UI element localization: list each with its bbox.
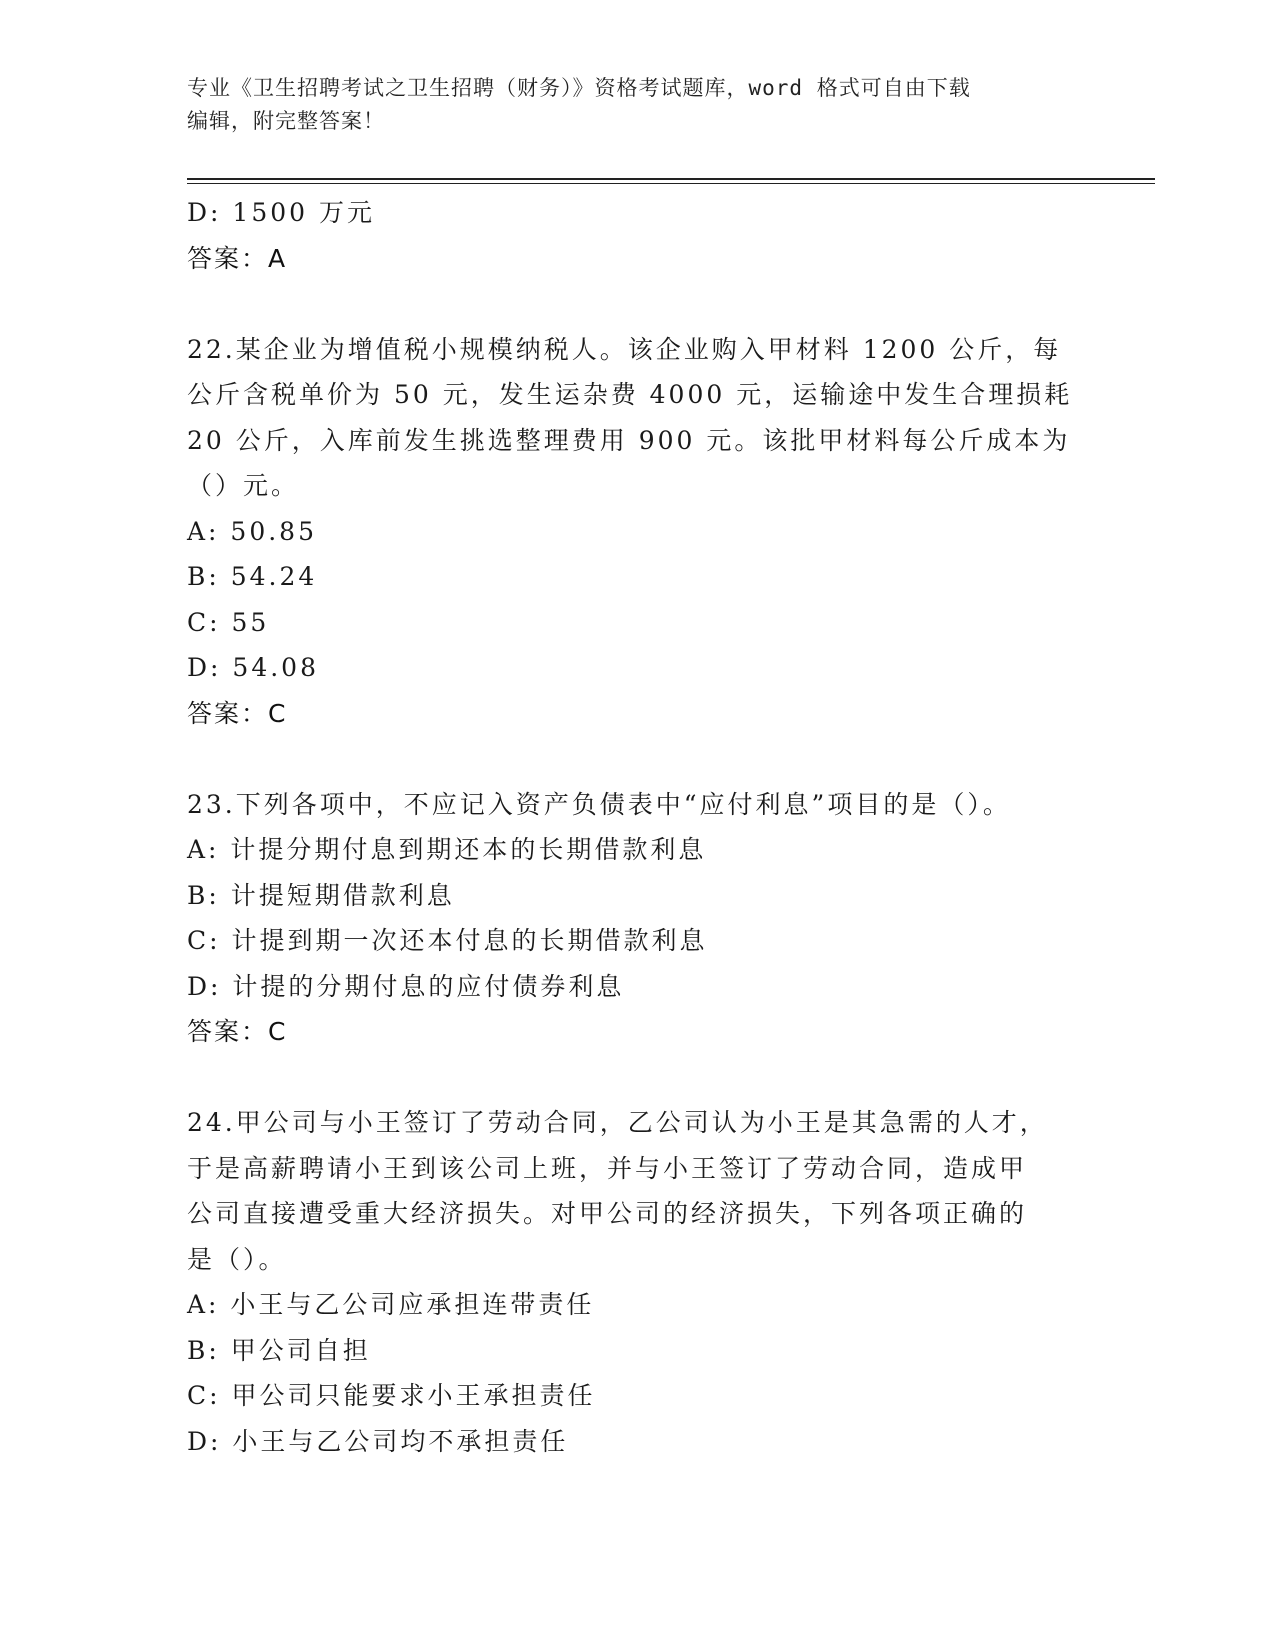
option-c: C: 甲公司只能要求小王承担责任 <box>187 1381 596 1410</box>
question-stem-line: 22.某企业为增值税小规模纳税人。该企业购入甲材料 1200 公斤，每 <box>187 334 1062 364</box>
document-body <box>187 190 1073 1464</box>
question-24 <box>187 1100 1067 1464</box>
answer-line: 答案：C <box>187 698 288 728</box>
question-stem-line: 于是高薪聘请小王到该公司上班，并与小王签订了劳动合同，造成甲 <box>187 1153 1028 1183</box>
question-stem-line: 公司直接遭受重大经济损失。对甲公司的经济损失，下列各项正确的 <box>187 1199 1028 1228</box>
header-line-1: 专业《卫生招聘考试之卫生招聘（财务）》资格考试题库，word 格式可自由下载 <box>187 76 971 100</box>
option-c: C: 计提到期一次还本付息的长期借款利息 <box>187 926 708 955</box>
option-d: D: 54.08 <box>187 653 319 682</box>
option-d: D: 小王与乙公司均不承担责任 <box>187 1426 569 1456</box>
header-line-2: 编辑，附完整答案！ <box>187 109 385 133</box>
question-stem-line: 20 公斤，入库前发生挑选整理费用 900 元。该批甲材料每公斤成本为 <box>187 425 1071 455</box>
option-c: C: 55 <box>187 607 270 637</box>
question-stem-line: 23.下列各项中，不应记入资产负债表中“应付利息”项目的是（）。 <box>187 789 1011 819</box>
page-header <box>187 72 1087 138</box>
header-rule-thick <box>187 178 1155 180</box>
option-a: A: 小王与乙公司应承担连带责任 <box>187 1290 595 1319</box>
option-b: B: 54.24 <box>187 562 318 591</box>
answer-line: 答案：C <box>187 1017 288 1046</box>
option-d: D: 计提的分期付息的应付债券利息 <box>187 971 625 1001</box>
question-stem-line: （）元。 <box>187 471 300 500</box>
question-stem-line: 24.甲公司与小王签订了劳动合同，乙公司认为小王是其急需的人才， <box>187 1108 1048 1137</box>
question-stem-line: 公斤含税单价为 50 元，发生运杂费 4000 元，运输途中发生合理损耗 <box>187 380 1073 409</box>
option-b: B: 甲公司自担 <box>187 1335 371 1365</box>
question-23 <box>187 782 1067 1055</box>
header-rule-thin <box>187 183 1155 184</box>
option-b: B: 计提短期借款利息 <box>187 880 455 910</box>
option-a: A: 50.85 <box>187 516 317 546</box>
question-stem-line: 是（）。 <box>187 1244 287 1274</box>
question-22 <box>187 327 1073 737</box>
option-a: A: 计提分期付息到期还本的长期借款利息 <box>187 835 707 864</box>
previous-question-tail <box>187 190 1067 281</box>
answer-line: 答案：A <box>187 243 288 273</box>
option-d: D: 1500 万元 <box>187 198 375 227</box>
